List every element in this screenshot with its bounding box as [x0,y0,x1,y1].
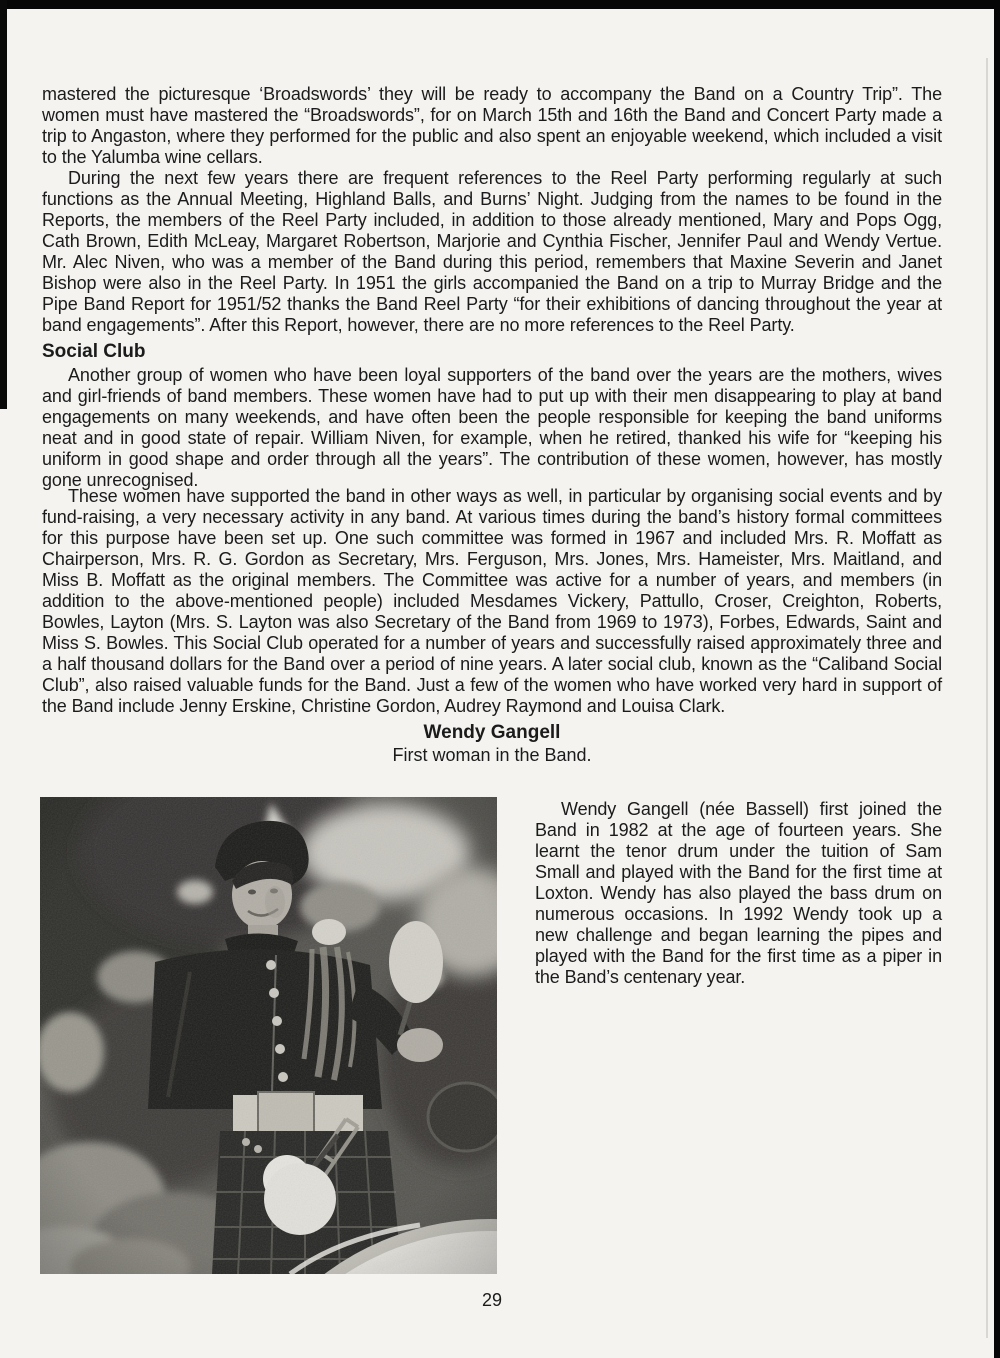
photo-vignette [40,797,497,1274]
social-club-heading: Social Club [42,341,146,362]
social-club-paragraph-1: Another group of women who have been loyal supporters of the band over the years are the mothers, wives and girl-friends of band members. These women have had to put up with their men disappearing to play at band engagements on many weekends, and have often been the people responsible for keeping the band uniforms neat and in good state of repair. William Niven, for example, when he retired, thanked his wife for “keeping his uniform in good shape and order through all the years”. The contribution of these women, however, has mostly gone unrecognised. [42,365,942,490]
wendy-photo [40,797,497,1274]
wendy-photo-illustration [40,797,497,1274]
wendy-gangell-paragraph: Wendy Gangell (née Bassell) first joined the Band in 1982 at the age of fourteen years. She learnt the tenor drum under the tuition of Sam Small and played with the Band for the first time at Loxton. Wendy has also played the bass drum on numerous occasions. In 1992 Wendy took up a new challenge and began learning the pipes and played with the Band for the first time as a piper in the Band’s centenary year. [535,799,942,987]
scan-border-right [994,0,1000,1358]
page-number: 29 [481,1290,503,1310]
wendy-gangell-subheading: First woman in the Band. [392,745,592,765]
scan-border-left [0,0,7,409]
social-club-paragraph-2: These women have supported the band in other ways as well, in particular by organising social events and by fund-raising, a very necessary activity in any band. At various times during the band’s history formal committees for this purpose have been set up. One such committee was formed in 1967 and included Mrs. R. Moffatt as Chairperson, Mrs. R. G. Gordon as Secretary, Mrs. Ferguson, Mrs. Jones, Mrs. Hameister, Mrs. Maitland, and Miss B. Moffatt as the original members. The Committee was active for a number of years, and members (in addition to the above-mentioned people) included Mesdames Vickery, Pattullo, Croser, Creighton, Roberts, Bowles, Layton (Mrs. S. Layton was also Secretary of the Band from 1969 to 1973), Forbes, Edwards, Saint and Miss S. Bowles. This Social Club operated for a number of years and successfully raised approximately three and a half thousand dollars for the Band over a period of nine years. A later social club, known as the “Caliband Social Club”, also raised valuable funds for the Band. Just a few of the women who have worked very hard in support of the Band include Jenny Erskine, Christine Gordon, Audrey Raymond and Louisa Clark. [42,486,942,716]
reel-party-paragraph: During the next few years there are frequent references to the Reel Party performing regularly at such functions as the Annual Meeting, Highland Balls, and Burns’ Night. Judging from the names to be found in the Reports, the members of the Reel Party included, in addition to those already mentioned, Mary and Pops Ogg, Cath Brown, Edith McLeay, Margaret Robertson, Marjorie and Cynthia Fischer, Jennifer Paul and Wendy Vertue. Mr. Alec Niven, who was a member of the Band during this period, remembers that Maxine Severin and Janet Bishop were also in the Reel Party. In 1951 the girls accompanied the Band on a trip to Murray Bridge and the Pipe Band Report for 1951/52 thanks the Band Reel Party “for their exhibitions of dancing throughout the year at band engagements”. After this Report, however, there are no more references to the Reel Party. [42,168,942,335]
scan-border-top [0,0,1000,9]
page-edge-shadow [986,58,988,1338]
wendy-gangell-heading: Wendy Gangell [423,722,561,743]
intro-paragraph-continued: mastered the picturesque ‘Broadswords’ they will be ready to accompany the Band on a Country Trip”. The women must have mastered the “Broadswords”, for on March 15th and 16th the Band and Concert Party made a trip to Angaston, where they performed for the public and also spent an enjoyable weekend, which included a visit to the Yalumba wine cellars. [42,84,942,167]
